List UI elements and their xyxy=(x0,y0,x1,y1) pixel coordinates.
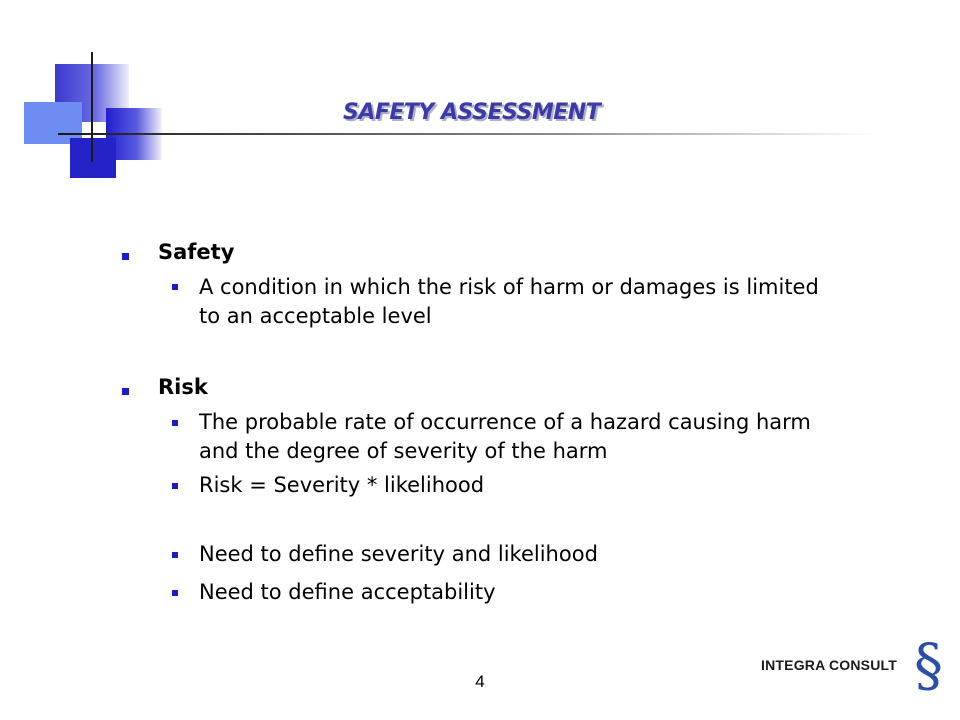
company-logo-text: INTEGRA CONSULT xyxy=(761,657,897,673)
safety-definition: A condition in which the risk of harm or damages is limited to an acceptable level xyxy=(199,275,819,328)
decor-square-bottom xyxy=(70,138,116,178)
bullet-icon xyxy=(172,284,178,290)
bullet-icon xyxy=(172,483,178,489)
title-underline xyxy=(58,133,878,135)
bullet-icon xyxy=(122,388,129,395)
page-number: 4 xyxy=(475,672,485,691)
slide-title: SAFETY ASSESSMENT xyxy=(343,100,601,125)
bullet-icon xyxy=(172,552,178,558)
company-logo-icon: § xyxy=(914,631,943,699)
decor-vertical-line xyxy=(91,52,93,162)
bullet-icon xyxy=(172,590,178,596)
heading-safety: Safety xyxy=(158,240,235,264)
heading-risk: Risk xyxy=(158,375,208,399)
bullet-icon xyxy=(122,253,129,260)
need-item: Need to define severity and likelihood xyxy=(199,542,598,566)
bullet-icon xyxy=(172,420,178,426)
need-item: Need to define acceptability xyxy=(199,580,496,604)
risk-formula: Risk = Severity * likelihood xyxy=(199,473,485,497)
risk-definition: The probable rate of occurrence of a hazard causing harm and the degree of severity of the harm xyxy=(199,410,811,463)
